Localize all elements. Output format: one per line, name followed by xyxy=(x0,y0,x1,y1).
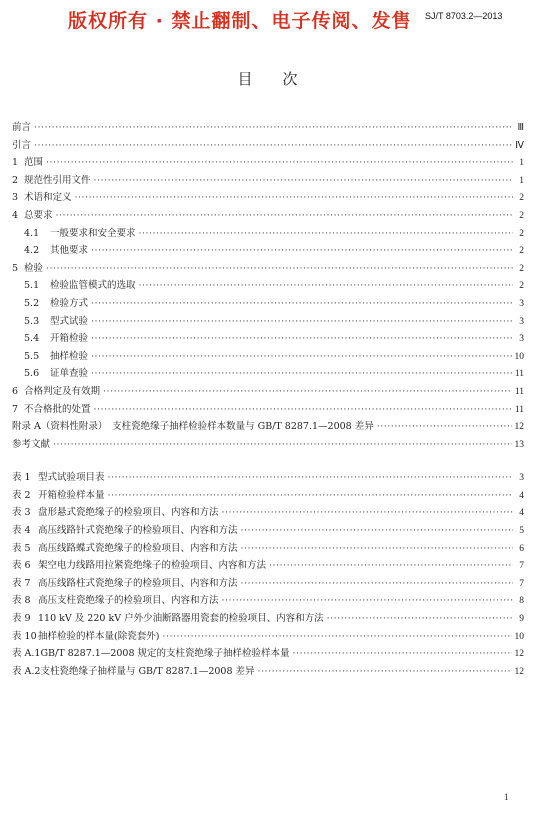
toc-entry[interactable] xyxy=(12,436,524,454)
entry-number: 7 xyxy=(12,403,19,415)
entry-label xyxy=(12,575,238,589)
toc-entry[interactable] xyxy=(12,172,524,190)
entry-number: 表 3 xyxy=(12,507,31,519)
entry-title: 高压线路针式瓷绝缘子的检验项目、内容和方法 xyxy=(38,525,238,537)
entry-label xyxy=(12,137,31,151)
entry-label xyxy=(12,522,238,536)
entry-label xyxy=(12,383,100,397)
leader-dots xyxy=(293,648,512,659)
leader-dots xyxy=(241,543,513,554)
leader-dots xyxy=(46,157,513,168)
table-list-entry[interactable] xyxy=(12,522,524,540)
entry-title: 开箱检验 xyxy=(50,333,89,345)
entry-number: 5.5 xyxy=(24,350,40,362)
entry-label xyxy=(12,418,374,432)
leader-dots xyxy=(34,122,513,133)
entry-label xyxy=(12,610,324,624)
entry-number: 表 1 xyxy=(12,472,31,484)
leader-dots xyxy=(258,666,512,677)
entry-title: 110 kV 及 220 kV 户外少油断路器用瓷套的检验项目、内容和方法 xyxy=(38,613,324,625)
entry-title: 支柱瓷绝缘子抽样量与 GB/T 8287.1—2008 差异 xyxy=(40,665,255,677)
leader-dots xyxy=(327,613,513,624)
entry-label xyxy=(12,401,91,415)
entry-label xyxy=(12,172,91,186)
leader-dots xyxy=(94,175,513,186)
entry-page-number: 5 xyxy=(519,526,524,537)
toc-entry[interactable] xyxy=(12,137,524,155)
entry-title: 范围 xyxy=(24,157,44,169)
entry-page-number: 6 xyxy=(519,543,524,554)
entry-title: 检验方式 xyxy=(50,297,89,309)
entry-page-number: 2 xyxy=(519,263,524,274)
entry-label xyxy=(12,277,136,291)
entry-label xyxy=(12,207,53,221)
entry-page-number: 3 xyxy=(519,316,524,327)
entry-title: GB/T 8287.1—2008 规定的支柱瓷绝缘子抽样检验样本量 xyxy=(40,648,290,660)
watermark-text: 版权所有 · 禁止翻制、电子传阅、发售 xyxy=(68,10,412,32)
entry-number: 5.1 xyxy=(24,280,40,292)
leader-dots xyxy=(34,140,512,151)
entry-page-number: 4 xyxy=(519,508,524,519)
toc-entry[interactable] xyxy=(12,242,524,260)
leader-dots xyxy=(377,421,512,432)
entry-title: 规范性引用文件 xyxy=(24,174,91,186)
leader-dots xyxy=(108,472,513,483)
table-list-entry[interactable] xyxy=(12,628,524,646)
leader-dots xyxy=(53,439,511,450)
entry-number: 表 9 xyxy=(12,613,31,625)
leader-dots xyxy=(241,578,513,589)
leader-dots xyxy=(108,490,513,501)
entry-title: 高压线路柱式瓷绝缘子的检验项目、内容和方法 xyxy=(38,577,238,589)
entry-label xyxy=(12,225,136,239)
leader-dots xyxy=(91,368,512,379)
toc-entry[interactable] xyxy=(12,189,524,207)
entry-label xyxy=(12,504,219,518)
entry-title: 抽样检验 xyxy=(50,350,89,362)
entry-number: 4.1 xyxy=(24,227,40,239)
entry-title: 术语和定义 xyxy=(24,192,72,204)
entry-page-number: 2 xyxy=(519,193,524,204)
toc-entry[interactable] xyxy=(12,154,524,172)
entry-number: 表 8 xyxy=(12,595,31,607)
entry-title: 型式试验项目表 xyxy=(38,472,105,484)
entry-number: 表 6 xyxy=(12,560,31,572)
entry-title: 检验 xyxy=(24,262,44,274)
entry-page-number: 11 xyxy=(514,386,524,397)
entry-number: 5 xyxy=(12,262,19,274)
toc-entry[interactable] xyxy=(12,225,524,243)
entry-page-number: 10 xyxy=(514,351,524,362)
entry-page-number: 3 xyxy=(519,334,524,345)
entry-page-number: 7 xyxy=(519,578,524,589)
toc-entries xyxy=(12,119,524,453)
entry-label xyxy=(12,330,88,344)
entry-label xyxy=(12,663,255,677)
entry-title: 合格判定及有效期 xyxy=(24,385,101,397)
entry-label xyxy=(12,557,266,571)
entry-page-number: 3 xyxy=(519,298,524,309)
entry-page-number: 9 xyxy=(519,614,524,625)
table-list-entry[interactable] xyxy=(12,610,524,628)
entry-title: 一般要求和安全要求 xyxy=(50,227,136,239)
leader-dots xyxy=(103,386,512,397)
entry-label xyxy=(12,189,72,203)
entry-label xyxy=(12,436,50,450)
entry-page-number: Ⅳ xyxy=(515,140,524,151)
entry-page-number: 12 xyxy=(514,666,524,677)
entry-title: 高压支柱瓷绝缘子的检验项目、内容和方法 xyxy=(38,595,219,607)
toc-entry[interactable] xyxy=(12,348,524,366)
table-list-entry[interactable] xyxy=(12,663,524,681)
table-list-entries xyxy=(12,469,524,680)
entry-title: 高压线路蝶式瓷绝缘子的检验项目、内容和方法 xyxy=(38,542,238,554)
entry-title: 架空电力线路用拉紧瓷绝缘子的检验项目、内容和方法 xyxy=(38,560,267,572)
section-gap xyxy=(12,453,524,469)
entry-number: 5.6 xyxy=(24,368,40,380)
entry-title: 不合格批的处置 xyxy=(24,403,91,415)
leader-dots xyxy=(91,333,513,344)
entry-title: 盘形悬式瓷绝缘子的检验项目、内容和方法 xyxy=(38,507,219,519)
entry-title: 证单查验 xyxy=(50,368,89,380)
entry-number: 5.4 xyxy=(24,333,40,345)
entry-title: 前言 xyxy=(12,122,32,133)
entry-number: 表 A.1 xyxy=(12,648,41,660)
toc-entry[interactable] xyxy=(12,383,524,401)
entry-page-number: 2 xyxy=(519,281,524,292)
leader-dots xyxy=(91,316,513,327)
entry-label xyxy=(12,540,238,554)
entry-title: 其他要求 xyxy=(50,245,89,257)
entry-page-number: 4 xyxy=(519,490,524,501)
entry-label xyxy=(12,154,43,168)
leader-dots xyxy=(94,404,512,415)
entry-number: 5.3 xyxy=(24,315,40,327)
entry-label xyxy=(12,469,105,483)
entry-number: 表 4 xyxy=(12,525,31,537)
entry-title: 总要求 xyxy=(24,209,53,221)
standard-number: SJ/T 8703.2—2013 xyxy=(425,11,503,21)
entry-page-number: 2 xyxy=(519,246,524,257)
entry-label xyxy=(12,313,88,327)
toc-entry[interactable] xyxy=(12,260,524,278)
entry-title: 参考文献 xyxy=(12,438,51,450)
entry-title: 附录 A（资料性附录） 支柱瓷绝缘子抽样检验样本数量与 GB/T 8287.1—2008 差异 xyxy=(12,421,374,433)
leader-dots xyxy=(241,525,513,536)
entry-page-number: 8 xyxy=(519,596,524,607)
entry-page-number: 10 xyxy=(514,631,524,642)
toc-entry[interactable] xyxy=(12,401,524,419)
toc-entry[interactable] xyxy=(12,207,524,225)
entry-page-number: 3 xyxy=(519,473,524,484)
entry-page-number: 12 xyxy=(514,649,524,660)
entry-label xyxy=(12,260,43,274)
entry-title: 引言 xyxy=(12,139,32,151)
leader-dots xyxy=(222,595,513,606)
entry-label xyxy=(12,242,88,256)
toc-entry[interactable] xyxy=(12,295,524,313)
entry-page-number: Ⅲ xyxy=(517,123,524,133)
leader-dots xyxy=(222,507,513,518)
entry-page-number: 2 xyxy=(519,228,524,239)
entry-page-number: 2 xyxy=(519,210,524,221)
entry-page-number: 11 xyxy=(514,369,524,380)
entry-label xyxy=(12,592,219,606)
entry-page-number: 7 xyxy=(519,561,524,572)
table-list-entry[interactable] xyxy=(12,504,524,522)
toc-entry[interactable] xyxy=(12,365,524,383)
entry-number: 表 5 xyxy=(12,542,31,554)
leader-dots xyxy=(162,631,511,642)
leader-dots xyxy=(56,210,513,221)
table-list-entry[interactable] xyxy=(12,487,524,505)
toc-entry[interactable] xyxy=(12,277,524,295)
entry-number: 表 10 xyxy=(12,630,37,642)
entry-number: 1 xyxy=(12,157,19,169)
entry-page-number: 12 xyxy=(514,422,524,433)
entry-title: 检验监管模式的选取 xyxy=(50,280,136,292)
entry-number: 2 xyxy=(12,174,19,186)
toc-entry[interactable] xyxy=(12,119,524,137)
table-list-entry[interactable] xyxy=(12,557,524,575)
leader-dots xyxy=(139,280,513,291)
entry-title: 抽样检验的样本量(除瓷套外) xyxy=(38,630,160,642)
toc-entry[interactable] xyxy=(12,418,524,436)
table-list-entry[interactable] xyxy=(12,575,524,593)
entry-number: 表 7 xyxy=(12,577,31,589)
entry-page-number: 13 xyxy=(514,439,524,450)
table-list-entry[interactable] xyxy=(12,592,524,610)
entry-number: 4.2 xyxy=(24,245,40,257)
entry-number: 表 2 xyxy=(12,489,31,501)
leader-dots xyxy=(269,560,513,571)
entry-page-number: 1 xyxy=(519,175,524,186)
entry-label xyxy=(12,365,88,379)
entry-label xyxy=(12,628,159,642)
toc-entry[interactable] xyxy=(12,330,524,348)
leader-dots xyxy=(139,228,513,239)
entry-label xyxy=(12,487,105,501)
leader-dots xyxy=(91,298,513,309)
leader-dots xyxy=(91,245,513,256)
leader-dots xyxy=(91,351,511,362)
entry-label xyxy=(12,295,88,309)
table-of-contents xyxy=(12,119,524,680)
leader-dots xyxy=(46,263,513,274)
entry-label xyxy=(12,348,88,362)
entry-number: 3 xyxy=(12,192,19,204)
toc-entry[interactable] xyxy=(12,313,524,331)
entry-number: 6 xyxy=(12,385,19,397)
page-title: 目次 xyxy=(237,70,328,88)
table-list-entry[interactable] xyxy=(12,469,524,487)
table-list-entry[interactable] xyxy=(12,540,524,558)
entry-page-number: 1 xyxy=(519,158,524,169)
entry-label xyxy=(12,119,31,133)
page-number: 1 xyxy=(504,792,509,802)
entry-label xyxy=(12,645,290,659)
entry-number: 4 xyxy=(12,209,19,221)
entry-page-number: 11 xyxy=(514,404,524,415)
entry-number: 表 A.2 xyxy=(12,665,41,677)
entry-title: 开箱检验样本量 xyxy=(38,489,105,501)
entry-number: 5.2 xyxy=(24,297,40,309)
table-list-entry[interactable] xyxy=(12,645,524,663)
entry-title: 型式试验 xyxy=(50,315,89,327)
leader-dots xyxy=(75,192,513,203)
